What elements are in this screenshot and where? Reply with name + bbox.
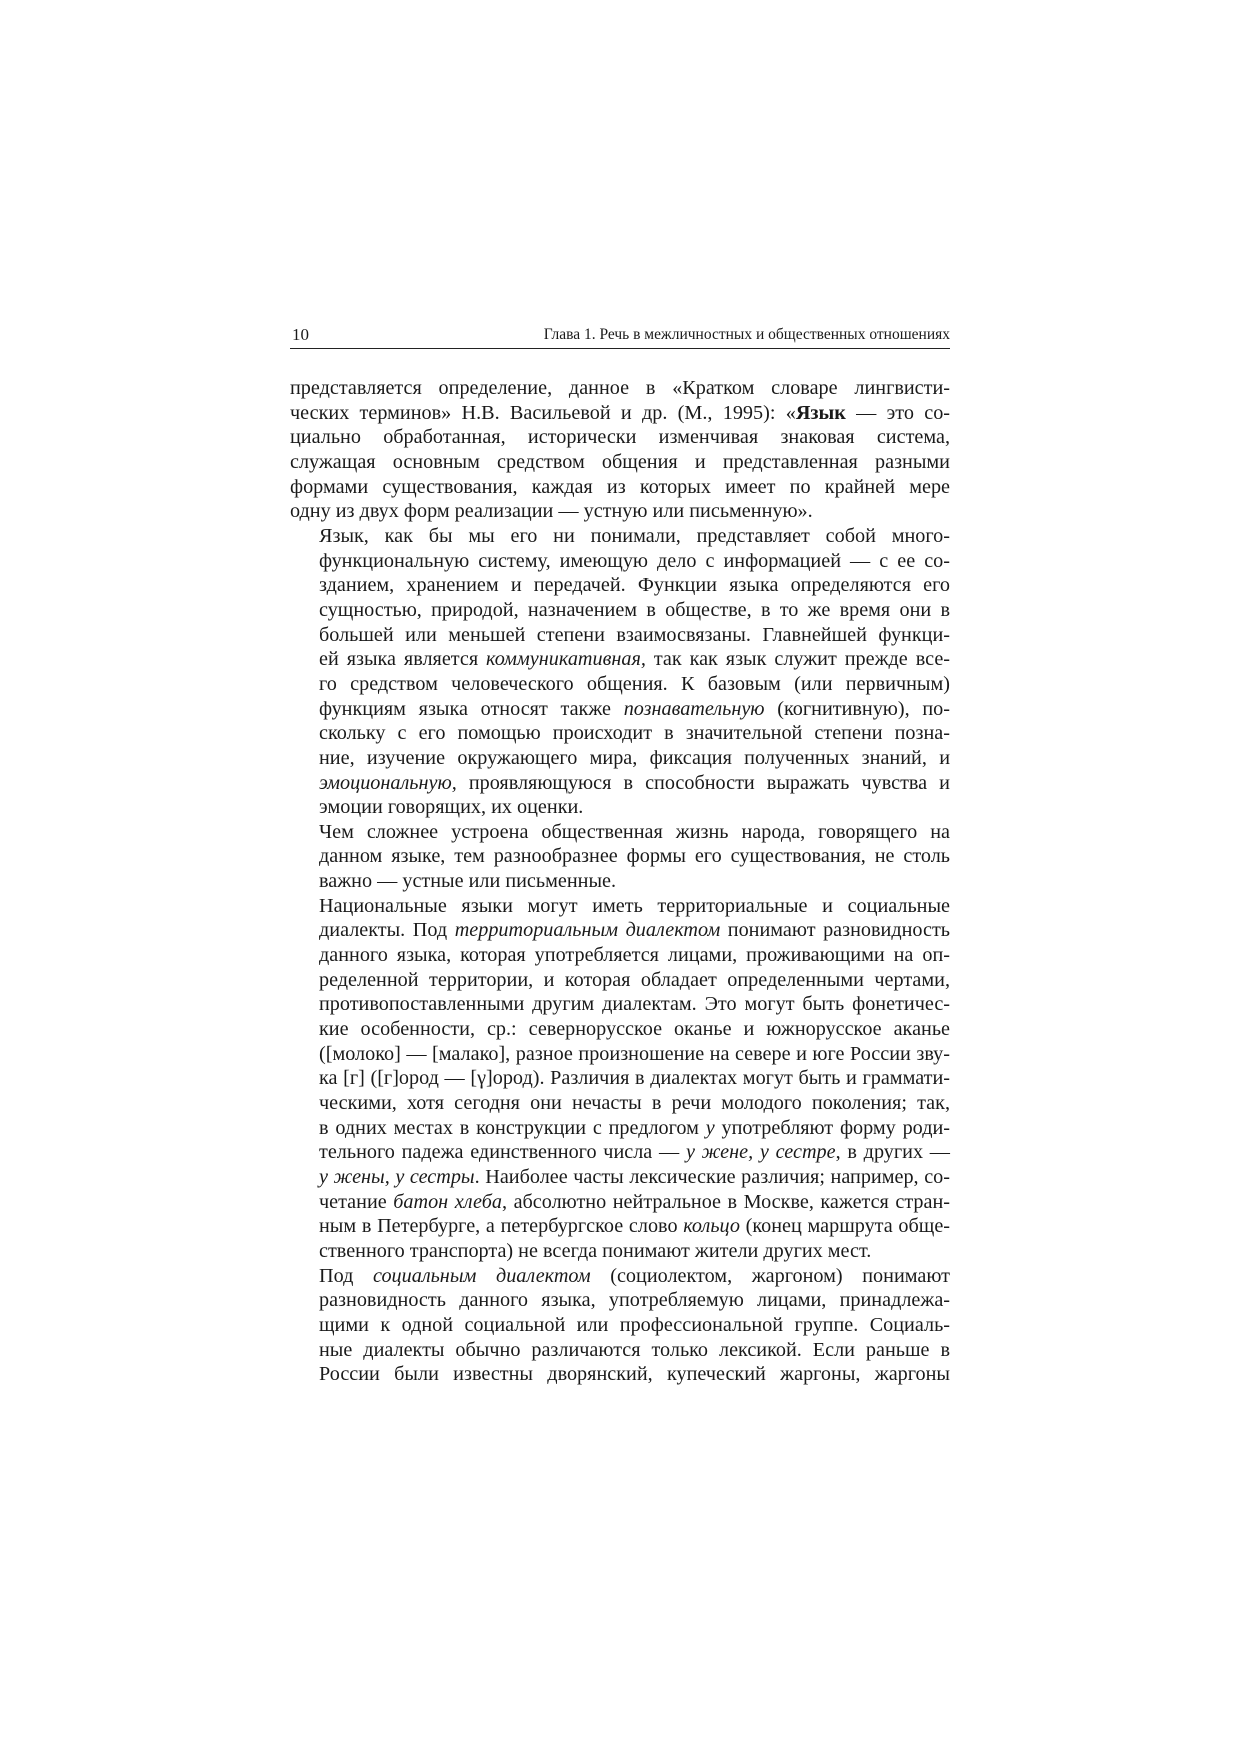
text-line xyxy=(290,746,950,771)
text-line xyxy=(290,771,950,796)
text-line xyxy=(290,1362,950,1387)
text-body xyxy=(290,376,950,1387)
text-segment: разновидность данного языка, употребляемую лицами, принадлежа- xyxy=(319,1289,950,1312)
text-segment: го средством человеческого общения. К базовым (или первичным) xyxy=(319,672,950,695)
italic-term: у жены, у сестры xyxy=(319,1166,475,1188)
text-segment: ние, изучение окружающего мира, фиксация полученных знаний, и xyxy=(319,746,950,769)
text-segment: сущностью, природой, назначением в обществе, в то же время они в xyxy=(319,598,950,621)
text-segment: циально обработанная, исторически изменчивая знаковая система, xyxy=(290,426,950,449)
text-segment: употребляют форму роди- xyxy=(714,1116,950,1139)
paragraph-5 xyxy=(290,1264,950,1387)
italic-term: социальным диалектом xyxy=(372,1264,591,1287)
text-line xyxy=(290,918,950,943)
text-line xyxy=(290,425,950,450)
italic-term: познавательную xyxy=(623,697,765,720)
text-line xyxy=(290,820,950,845)
text-segment: важно — устные или письменные. xyxy=(319,870,617,893)
text-segment: так как язык служит прежде все- xyxy=(645,648,950,671)
italic-term: коммуникативная, xyxy=(486,648,646,671)
text-segment: диалекты. Под xyxy=(319,919,455,942)
text-line xyxy=(290,943,950,968)
text-segment: функциональную систему, имеющую дело с информацией — с ее со- xyxy=(319,549,950,572)
text-segment: кие особенности, ср.: севернорусское оканье и южнорусское аканье xyxy=(319,1018,950,1041)
text-line xyxy=(290,450,950,475)
italic-term: у жене, у сестре xyxy=(685,1141,836,1164)
text-line xyxy=(290,549,950,574)
text-line xyxy=(290,795,950,820)
text-segment: одну из двух форм реализации — устную или письменную». xyxy=(290,500,813,523)
text-segment: , в других — xyxy=(835,1141,950,1164)
bold-term-yazyk: Язык xyxy=(795,401,846,424)
text-segment: понимают разновидность xyxy=(720,919,950,942)
text-line xyxy=(290,697,950,722)
text-segment: ([молоко] — [малако], разное произношение на севере и юге России зву- xyxy=(319,1042,950,1065)
italic-term: кольцо xyxy=(683,1215,740,1238)
text-segment: служащая основным средством общения и представленная разными xyxy=(290,450,950,473)
text-segment: данного языка, которая употребляется лицами, проживающими на оп- xyxy=(319,944,950,967)
text-segment: (когнитивную), по- xyxy=(764,697,950,720)
text-segment: ственного транспорта) не всегда понимают жители других мест. xyxy=(319,1239,872,1262)
text-segment: представляется определение, данное в «Кратком словаре лингвисти- xyxy=(290,377,950,399)
page-number: 10 xyxy=(292,325,309,344)
text-segment: щими к одной социальной или профессиональной группе. Социаль- xyxy=(319,1313,950,1336)
text-line xyxy=(290,721,950,746)
text-segment: . Наиболее часты лексические различия; например, со- xyxy=(474,1166,950,1188)
text-segment: (конец маршрута обще- xyxy=(739,1215,951,1238)
text-segment: ческими, хотя сегодня они нечасты в речи молодого поколения; так, xyxy=(319,1092,950,1115)
text-segment: Под xyxy=(319,1264,373,1287)
text-segment: тельного падежа единственного числа — xyxy=(319,1141,686,1164)
paragraph-4 xyxy=(290,894,950,1264)
page-header xyxy=(290,324,950,349)
text-line xyxy=(290,672,950,697)
running-title: Глава 1. Речь в межличностных и общественных отношениях xyxy=(543,326,950,343)
text-line xyxy=(290,623,950,648)
text-line xyxy=(290,992,950,1017)
text-segment: функциям языка относят также xyxy=(319,697,624,720)
text-segment: — это со- xyxy=(845,401,951,424)
text-line xyxy=(290,475,950,500)
text-segment: ределенной территории, и которая обладает определенными чертами, xyxy=(319,968,950,991)
text-line xyxy=(290,1140,950,1165)
text-segment: ные диалекты обычно различаются только лексикой. Если раньше в xyxy=(319,1338,950,1361)
text-segment: Национальные языки могут иметь территориальные и социальные xyxy=(319,894,950,917)
text-line xyxy=(290,573,950,598)
text-line xyxy=(290,1042,950,1067)
text-line xyxy=(290,968,950,993)
text-segment: формами существования, каждая из которых имеет по крайней мере xyxy=(290,475,950,498)
text-segment: ческих терминов» Н.В. Васильевой и др. (М., 1995): « xyxy=(290,401,796,424)
text-line xyxy=(290,869,950,894)
text-line xyxy=(290,1091,950,1116)
text-line xyxy=(290,844,950,869)
italic-term: батон хлеба xyxy=(393,1190,502,1213)
text-line xyxy=(290,401,950,426)
text-segment: Чем сложнее устроена общественная жизнь народа, говорящего на xyxy=(319,820,950,843)
text-segment: данном языке, тем разнообразнее формы его существования, не столь xyxy=(319,845,950,868)
italic-term: территориальным диалектом xyxy=(454,919,721,942)
italic-term: у xyxy=(705,1116,715,1139)
text-segment: противопоставленными другим диалектам. Это могут быть фонетичес- xyxy=(319,993,950,1016)
text-segment: ным в Петербурге, а петербургское слово xyxy=(319,1215,684,1238)
text-segment: четание xyxy=(319,1190,394,1213)
text-line xyxy=(290,1066,950,1091)
text-line xyxy=(290,524,950,549)
paragraph-2 xyxy=(290,524,950,820)
text-line xyxy=(290,499,950,524)
text-line xyxy=(290,1239,950,1264)
paragraph-3 xyxy=(290,820,950,894)
text-segment: скольку с его помощью происходит в значительной степени позна- xyxy=(319,722,950,745)
text-segment: (социолектом, жаргоном) понимают xyxy=(590,1264,950,1287)
text-line xyxy=(290,1017,950,1042)
text-line xyxy=(290,647,950,672)
text-line xyxy=(290,1214,950,1239)
text-line xyxy=(290,376,950,401)
text-segment: ка [г] ([г]ород — [γ]ород). Различия в диалектах могут быть и граммати- xyxy=(319,1067,950,1090)
text-line xyxy=(290,1338,950,1363)
text-line xyxy=(290,598,950,623)
text-line xyxy=(290,1264,950,1289)
text-line xyxy=(290,1116,950,1141)
text-line xyxy=(290,894,950,919)
paragraph-1 xyxy=(290,376,950,524)
text-segment: проявляющуюся в способности выражать чувства и xyxy=(456,771,950,794)
text-line xyxy=(290,1313,950,1338)
text-segment: в одних местах в конструкции с предлогом xyxy=(319,1116,706,1139)
text-segment: большей или меньшей степени взаимосвязаны. Главнейшей функци- xyxy=(319,623,950,646)
text-line xyxy=(290,1165,950,1190)
text-segment: эмоции говорящих, их оценки. xyxy=(319,796,584,819)
text-segment: России были известны дворянский, купеческий жаргоны, жаргоны xyxy=(319,1363,950,1386)
text-segment: ей языка является xyxy=(319,648,487,671)
text-segment: зданием, хранением и передачей. Функции языка определяются его xyxy=(319,574,950,597)
text-line xyxy=(290,1190,950,1215)
text-segment: , абсолютно нейтральное в Москве, кажется стран- xyxy=(501,1190,951,1213)
text-segment: Язык, как бы мы его ни понимали, представляет собой много- xyxy=(319,524,950,547)
text-line xyxy=(290,1288,950,1313)
italic-term: эмоциональную, xyxy=(319,771,457,794)
